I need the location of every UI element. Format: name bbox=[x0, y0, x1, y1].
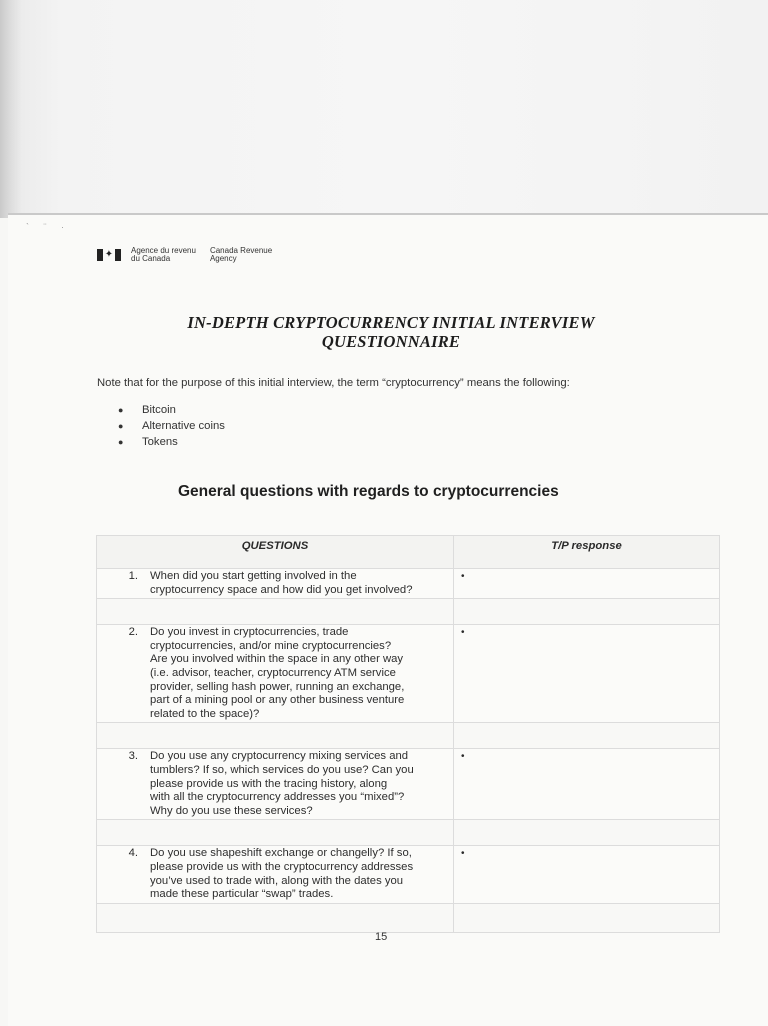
question-number: 4. bbox=[128, 847, 138, 860]
response-cell[interactable] bbox=[454, 846, 720, 903]
spacer-row bbox=[97, 820, 720, 846]
question-text bbox=[150, 847, 446, 901]
question-line: cryptocurrencies, and/or mine cryptocurrencies? bbox=[150, 639, 392, 652]
definition-note: Note that for the purpose of this initial interview, the term “cryptocurrency” means the following: bbox=[97, 377, 570, 389]
question-line: please provide us with the cryptocurrency addresses bbox=[150, 860, 414, 873]
response-bullet: • bbox=[461, 627, 465, 639]
response-cell[interactable] bbox=[454, 749, 720, 820]
canada-flag-icon: ✦ bbox=[97, 249, 121, 261]
response-column-header: T/P response bbox=[454, 536, 720, 569]
page-number: 15 bbox=[375, 931, 388, 943]
agency-name-english: Canada Revenue Agency bbox=[209, 246, 273, 263]
question-cell bbox=[97, 569, 454, 599]
question-text bbox=[150, 570, 446, 597]
question-line: related to the space)? bbox=[150, 707, 260, 720]
scan-background-top bbox=[0, 0, 768, 218]
table-row bbox=[97, 625, 720, 723]
question-number: 2. bbox=[128, 626, 138, 639]
spacer-row bbox=[97, 599, 720, 625]
question-number: 1. bbox=[128, 570, 138, 582]
question-line: (i.e. advisor, teacher, cryptocurrency ATM service bbox=[150, 666, 396, 679]
empty-cell bbox=[97, 599, 454, 625]
question-line: with all the cryptocurrency addresses you “mixed”? bbox=[150, 791, 405, 804]
question-text bbox=[150, 750, 446, 818]
table-row bbox=[97, 749, 720, 820]
cryptocurrency-types-list bbox=[118, 402, 225, 450]
response-bullet: • bbox=[461, 571, 465, 582]
empty-cell bbox=[454, 820, 720, 846]
question-line: please provide us with the tracing history, along bbox=[150, 777, 388, 790]
question-line: Do you invest in cryptocurrencies, trade bbox=[150, 626, 349, 639]
list-item: ● Tokens bbox=[118, 436, 178, 448]
spacer-row bbox=[97, 903, 720, 932]
agency-name-french: Agence du revenu du Canada bbox=[131, 246, 196, 263]
question-line: cryptocurrency space and how did you get involved? bbox=[150, 583, 413, 596]
question-line: provider, selling hash power, running an exchange, bbox=[150, 680, 405, 693]
empty-cell bbox=[97, 820, 454, 846]
empty-cell bbox=[454, 723, 720, 749]
question-number: 3. bbox=[128, 750, 138, 763]
question-line: Are you involved within the space in any other way bbox=[150, 653, 404, 666]
question-line: you’ve used to trade with, along with the dates you bbox=[150, 874, 404, 887]
questions-table bbox=[96, 535, 720, 933]
table-row bbox=[97, 846, 720, 903]
question-cell bbox=[97, 846, 454, 903]
empty-cell bbox=[97, 903, 454, 932]
empty-cell bbox=[454, 903, 720, 932]
question-cell bbox=[97, 749, 454, 820]
response-bullet: • bbox=[461, 751, 465, 763]
empty-cell bbox=[97, 723, 454, 749]
spacer-row bbox=[97, 723, 720, 749]
table-row bbox=[97, 569, 720, 599]
response-cell[interactable] bbox=[454, 625, 720, 723]
response-bullet: • bbox=[461, 848, 465, 860]
question-line: part of a mining pool or any other business venture bbox=[150, 694, 405, 707]
scan-artifact-marks: ` ¨ · bbox=[26, 222, 70, 232]
section-heading: General questions with regards to cryptocurrencies bbox=[178, 483, 559, 500]
document-title: IN-DEPTH CRYPTOCURRENCY INITIAL INTERVIEW QUESTIONNAIRE bbox=[187, 313, 595, 351]
empty-cell bbox=[454, 599, 720, 625]
agency-header bbox=[97, 247, 272, 263]
question-line: Do you use any cryptocurrency mixing services and bbox=[150, 750, 409, 763]
question-line: Do you use shapeshift exchange or changelly? If so, bbox=[150, 847, 412, 860]
question-line: made these particular “swap” trades. bbox=[150, 888, 334, 901]
question-line: When did you start getting involved in the bbox=[150, 570, 357, 582]
list-item: ● Bitcoin bbox=[118, 404, 176, 416]
questions-column-header: QUESTIONS bbox=[97, 536, 454, 569]
question-line: tumblers? If so, which services do you use? Can you bbox=[150, 763, 414, 776]
question-line: Why do you use these services? bbox=[150, 804, 313, 817]
response-cell[interactable] bbox=[454, 569, 720, 599]
list-item: ● Alternative coins bbox=[118, 420, 225, 432]
question-text bbox=[150, 626, 446, 721]
question-cell bbox=[97, 625, 454, 723]
